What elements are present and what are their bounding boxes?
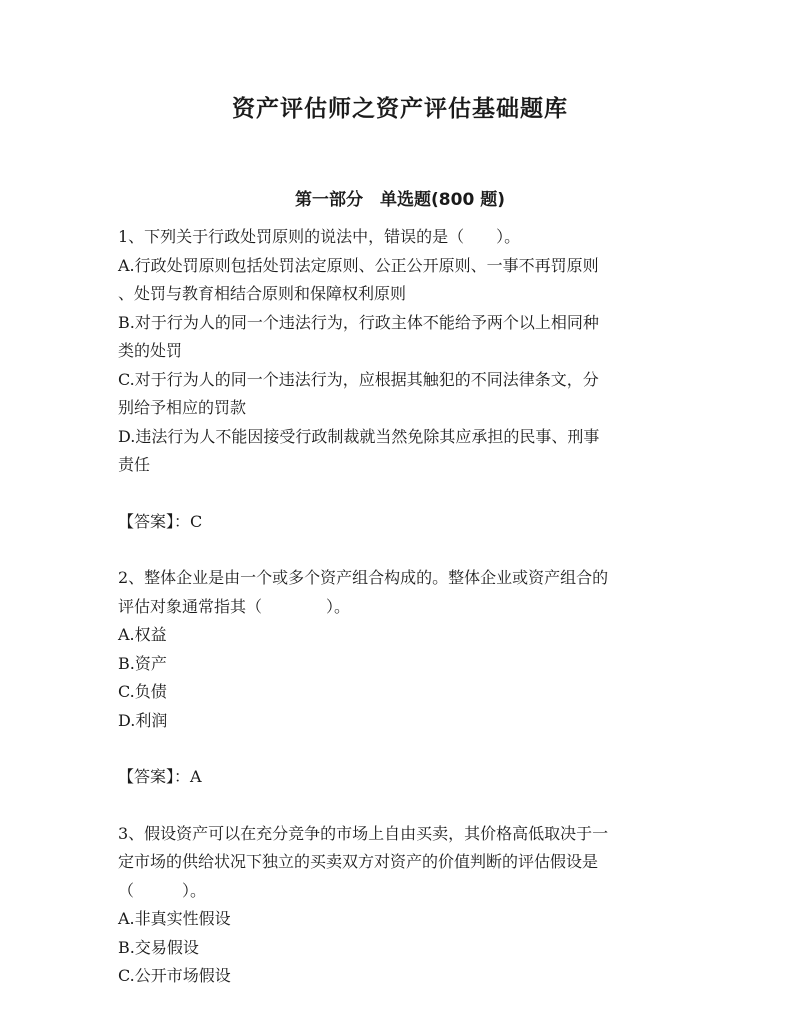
question-3: [118, 820, 683, 991]
answer-line: 【答案】：C: [118, 511, 203, 531]
question-stem: 2、整体企业是由一个或多个资产组合构成的。整体企业或资产组合的: [118, 568, 609, 587]
option-a: A.非真实性假设: [118, 909, 231, 928]
spacer: [118, 536, 683, 564]
option-b: B.对于行为人的同一个违法行为，行政主体不能给予两个以上相同种: [118, 312, 599, 332]
option-b: B.资产: [118, 653, 167, 673]
option-d: D.违法行为人不能因接受行政制裁就当然免除其应承担的民事、刑事: [118, 426, 600, 446]
option-b: B.交易假设: [118, 937, 199, 957]
spacer: [118, 735, 683, 763]
option-c-cont: 别给予相应的罚款: [118, 398, 247, 417]
question-1: [118, 223, 683, 564]
option-d: D.利润: [118, 710, 168, 730]
question-stem: 1、下列关于行政处罚原则的说法中，错误的是（ ）。: [118, 227, 521, 246]
question-stem-cont: 评估对象通常指其（ ）。: [118, 596, 351, 616]
question-stem: 3、假设资产可以在充分竞争的市场上自由买卖，其价格高低取决于一: [118, 823, 609, 843]
section-heading: 第一部分 单选题(800 题): [295, 190, 505, 210]
document-title: 资产评估师之资产评估基础题库: [232, 96, 568, 122]
option-c: C.对于行为人的同一个违法行为，应根据其触犯的不同法律条文，分: [118, 369, 599, 389]
question-list: [118, 223, 683, 991]
spacer: [118, 480, 683, 508]
option-a: A.权益: [118, 625, 167, 644]
option-a-cont: 、处罚与教育相结合原则和保障权利原则: [118, 284, 407, 303]
question-2: [118, 564, 683, 820]
answer-line: 【答案】：A: [118, 767, 202, 786]
spacer: [118, 792, 683, 820]
option-c: C.负债: [118, 682, 167, 701]
option-d-cont: 责任: [118, 455, 151, 474]
question-stem-cont: （ ）。: [118, 880, 207, 900]
option-c: C.公开市场假设: [118, 966, 231, 985]
option-b-cont: 类的处罚: [118, 341, 183, 360]
option-a: A.行政处罚原则包括处罚法定原则、公正公开原则、一事不再罚原则: [118, 255, 599, 275]
question-stem-cont: 定市场的供给状况下独立的买卖双方对资产的价值判断的评估假设是: [118, 852, 599, 871]
